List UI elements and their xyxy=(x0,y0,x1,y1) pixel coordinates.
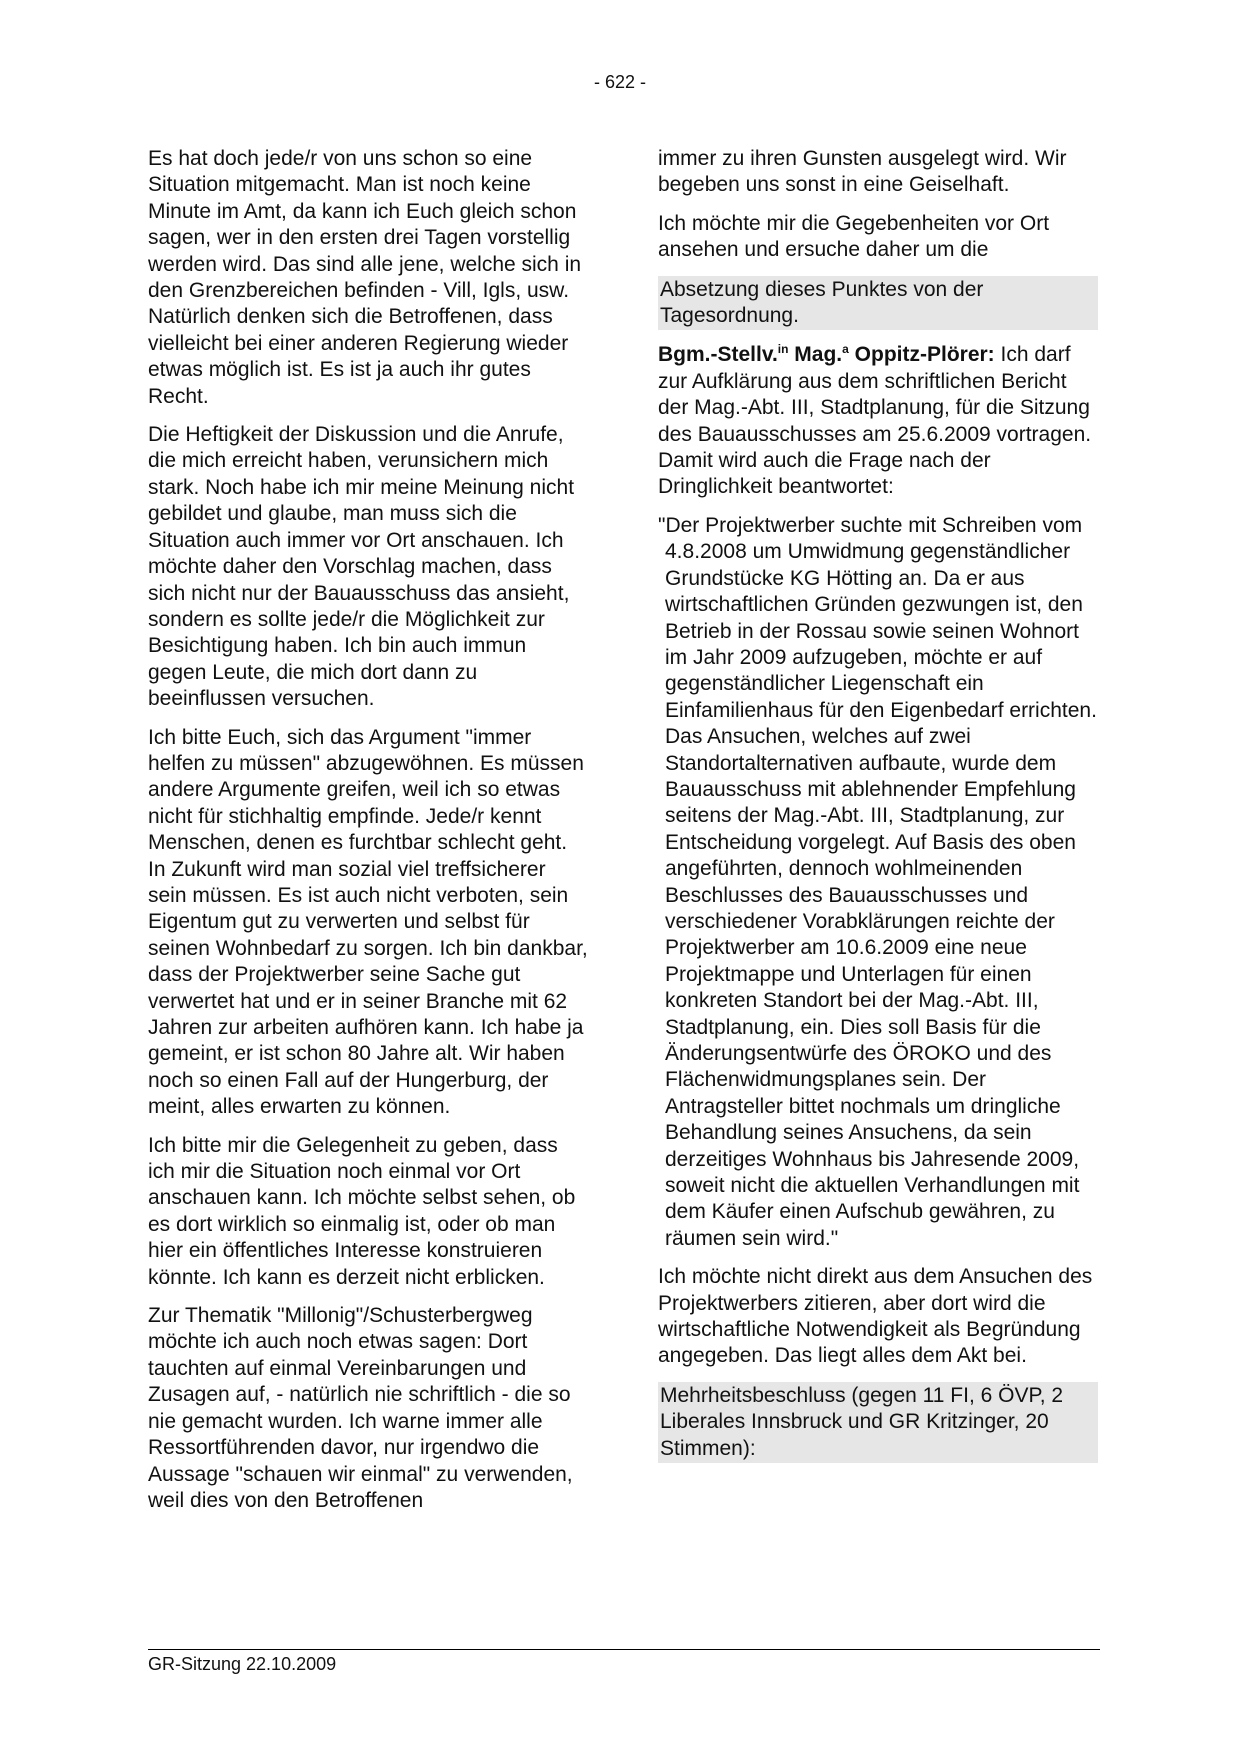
superscript: in xyxy=(777,342,789,357)
paragraph: Die Heftigkeit der Diskussion und die Anrufe, die mich erreicht haben, verunsichern mich stark. Noch habe ich mir meine Meinung nicht gebildet und glaube, man muss sich die Situation auch immer vor Ort anschauen. Ich möchte daher den Vorschlag machen, dass sich nicht nur der Bauausschuss das ansieht, sondern es sollte jede/r die Möglichkeit zur Besichtigung haben. Ich bin auch immun gegen Leute, die mich dort dann zu beeinflussen versuchen. xyxy=(148,423,575,711)
speaker-paragraph xyxy=(658,342,1098,500)
speaker-title: Mag. xyxy=(788,343,843,367)
right-column xyxy=(658,146,1098,1475)
speaker-text: Ich darf zur Aufklärung aus dem schriftlichen Bericht der Mag.-Abt. III, Stadtplanung, für die Sitzung des Bauausschusses am 25.6.2009 vortragen. Damit wird auch die Frage nach der Dringlichkeit beantwortet: xyxy=(658,343,1092,499)
paragraph: Ich möchte nicht direkt aus dem Ansuchen des Projektwerbers zitieren, aber dort wird die wirtschaftliche Notwendigkeit als Begründung angegeben. Das liegt alles dem Akt bei. xyxy=(658,1265,1093,1368)
motion-box: Absetzung dieses Punktes von der Tagesordnung. xyxy=(658,276,1098,331)
quoted-report: "Der Projektwerber suchte mit Schreiben vom 4.8.2008 um Umwidmung gegenständlicher Grundstücke KG Hötting an. Da er aus wirtschaftlichen Gründen gezwungen ist, den Betrieb in der Rossau sowie seinen Wohnort im Jahr 2009 aufzugeben, möchte er auf gegenständlicher Liegenschaft ein Einfamilienhaus für den Eigenbedarf errichten. Das Ansuchen, welches auf zwei Standortalternativen aufbaute, wurde dem Bauausschuss mit ablehnender Empfehlung seitens der Mag.-Abt. III, Stadtplanung, zur Entscheidung vorgelegt. Auf Basis des oben angeführten, dennoch wohlmeinenden Beschlusses des Bauausschusses und verschiedener Vorabklärungen reichte der Projektwerber am 10.6.2009 eine neue Projektmappe und Unterlagen für einen konkreten Standort bei der Mag.-Abt. III, Stadtplanung, ein. Dies soll Basis für die Änderungsentwürfe des ÖROKO und des Flächenwidmungsplanes sein. Der Antragsteller bittet nochmals um dringliche Behandlung seines Ansuchens, da sein derzeitiges Wohnhaus bis Jahresende 2009, soweit nicht die aktuellen Verhandlungen mit dem Käufer einen Aufschub gewähren, zu räumen sein wird." xyxy=(658,513,1097,1250)
footer: GR-Sitzung 22.10.2009 xyxy=(148,1649,1100,1675)
paragraph: Ich möchte mir die Gegebenheiten vor Ort ansehen und ersuche daher um die xyxy=(658,211,1050,262)
paragraph: Zur Thematik "Millonig"/Schusterbergweg möchte ich auch noch etwas sagen: Dort tauchten auf einmal Vereinbarungen und Zusagen auf, - natürlich nie schriftlich - die so nie gemacht wurden. Ich warne immer alle Ressortführenden davor, nur irgendwo die Aussage "schauen wir einmal" zu verwenden, weil dies von den Betroffenen xyxy=(148,1304,573,1512)
paragraph: Es hat doch jede/r von uns schon so eine Situation mitgemacht. Man ist noch keine Minute im Amt, da kann ich Euch gleich schon sagen, wer in den ersten drei Tagen vorstellig werden wird. Das sind alle jene, welche sich in den Grenzbereichen befinden - Vill, Igls, usw. Natürlich denken sich die Betroffenen, dass vielleicht bei einer anderen Regierung wieder etwas möglich ist. Es ist ja auch ihr gutes Recht. xyxy=(148,147,582,408)
superscript: a xyxy=(842,342,849,357)
paragraph: immer zu ihren Gunsten ausgelegt wird. Wir begeben uns sonst in eine Geiselhaft. xyxy=(658,147,1067,197)
speaker-surname: Oppitz-Plörer: xyxy=(848,343,995,367)
page-number: - 622 - xyxy=(593,72,647,92)
speaker-name xyxy=(658,343,995,366)
paragraph: Ich bitte mir die Gelegenheit zu geben, dass ich mir die Situation noch einmal vor Ort anschauen kann. Ich möchte selbst sehen, ob es dort wirklich so einmalig ist, oder ob man hier ein öffentliches Interesse konstruieren könnte. Ich kann es derzeit nicht erblicken. xyxy=(148,1133,576,1289)
speaker-prefix: Bgm.-Stellv. xyxy=(658,343,778,367)
left-column xyxy=(148,146,588,1526)
paragraph: Ich bitte Euch, sich das Argument "immer helfen zu müssen" abzugewöhnen. Es müssen andere Argumente greifen, weil ich so etwas nicht für stichhaltig empfinde. Jede/r kennt Menschen, denen es furchtbar schlecht geht. In Zukunft wird man sozial viel treffsicherer sein müssen. Es ist auch nicht verboten, sein Eigentum gut zu verwerten und selbst für seinen Wohnbedarf zu sorgen. Ich bin dankbar, dass der Projektwerber seine Sache gut verwertet hat und er in seiner Branche mit 62 Jahren zur arbeiten aufhören kann. Ich habe ja gemeint, er ist schon 80 Jahre alt. Wir haben noch so einen Fall auf der Hungerburg, der meint, alles erwarten zu können. xyxy=(148,725,588,1119)
vote-result-box: Mehrheitsbeschluss (gegen 11 FI, 6 ÖVP, 2 Liberales Innsbruck und GR Kritzinger, 20 Stimmen): xyxy=(658,1382,1098,1463)
